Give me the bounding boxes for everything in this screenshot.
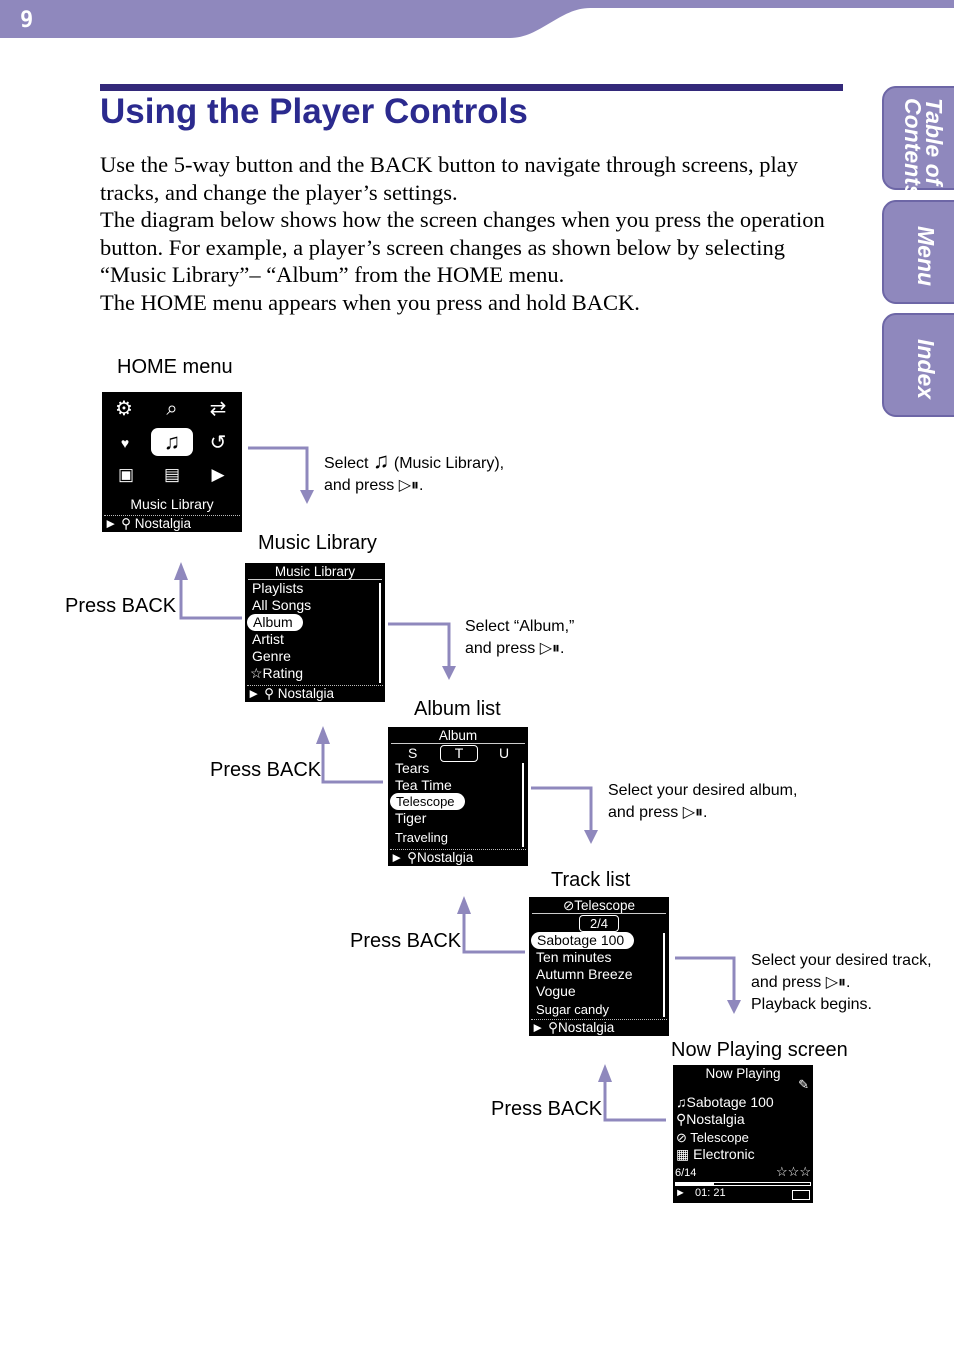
np-genre: ▦ Electronic <box>676 1146 755 1162</box>
search-icon: ⌕ <box>166 398 178 420</box>
progress-bar[interactable] <box>675 1182 811 1186</box>
list-item[interactable]: Vogue <box>536 983 576 999</box>
now-playing-label: Now Playing screen <box>671 1039 848 1061</box>
step-1-library: (Music Library), <box>393 455 505 472</box>
list-item[interactable]: All Songs <box>252 597 312 613</box>
step-4-select: Select your desired track, <box>751 952 932 969</box>
step-1-press: and press ▷⏸. <box>324 477 424 494</box>
battery-icon <box>792 1190 810 1200</box>
np-track: ♫Sabotage 100 <box>676 1094 774 1110</box>
list-item[interactable]: Traveling <box>395 830 448 845</box>
now-playing-screen <box>673 1065 813 1203</box>
progress-fill <box>676 1183 714 1185</box>
album-list-label: Album list <box>414 698 501 720</box>
music-library-label: Music Library <box>258 532 377 554</box>
intro-paragraph-1: Use the 5-way button and the BACK button to navigate through screens, play tracks, and change the player’s settings. <box>100 152 798 205</box>
letter-prev: S <box>408 745 418 761</box>
np-album: ⊘ Telescope <box>676 1130 749 1145</box>
track-header: ⊘Telescope <box>532 898 666 914</box>
step-2-text <box>465 616 574 660</box>
step-4-text <box>751 950 932 1016</box>
tab-menu-label: Menu <box>913 226 939 287</box>
list-item[interactable]: Autumn Breeze <box>536 966 633 982</box>
settings-icon: ⚙ <box>115 398 133 420</box>
step-2-press: and press ▷⏸. <box>465 640 565 657</box>
toolbox-icon: ▣ <box>117 465 135 484</box>
album-header: Album <box>391 728 525 744</box>
press-back-label-4: Press BACK <box>491 1098 603 1120</box>
page-number: 9 <box>20 8 34 33</box>
press-back-label-3: Press BACK <box>350 930 462 952</box>
music-library-header: Music Library <box>248 564 382 580</box>
intro-paragraph-3: The HOME menu appears when you press and hold BACK. <box>100 289 640 315</box>
list-item[interactable]: Ten minutes <box>536 949 612 965</box>
tab-toc-label: Table of Contents <box>900 98 947 198</box>
step-3-text <box>608 780 797 824</box>
step-1-select: Select <box>324 455 369 472</box>
step-3-press: and press ▷⏸. <box>608 804 708 821</box>
intro-paragraph-2: The diagram below shows how the screen changes when you press the operation button. For example, a player’s screen changes as shown below by selecting “Music Library”– “Album” from the HOME menu. <box>100 207 825 287</box>
video-icon: ▶ <box>211 465 225 484</box>
music-library-screen <box>245 563 385 702</box>
document-icon: ▤ <box>163 465 181 484</box>
list-item[interactable]: Sugar candy <box>536 1002 609 1017</box>
press-back-label-2: Press BACK <box>210 759 322 781</box>
list-item-selected[interactable]: Album <box>247 614 303 631</box>
home-footer: ► ⚲ Nostalgia <box>104 515 240 531</box>
home-screen <box>102 392 242 532</box>
top100-icon: ♥ <box>120 435 130 451</box>
press-back-label-1: Press BACK <box>65 595 177 617</box>
scrollbar <box>522 763 524 847</box>
list-item-selected[interactable]: Sabotage 100 <box>531 932 634 949</box>
track-footer: ► ⚲Nostalgia <box>531 1019 667 1035</box>
history-icon: ↺ <box>209 432 227 454</box>
page-title: Using the Player Controls <box>100 92 528 131</box>
letter-next: U <box>499 745 510 761</box>
list-item[interactable]: Genre <box>252 648 291 664</box>
rating-stars: ☆☆☆ <box>776 1164 811 1179</box>
page-indicator: 2/4 <box>579 915 619 932</box>
list-item[interactable]: Artist <box>252 631 284 647</box>
list-item[interactable]: ☆Rating <box>250 665 304 681</box>
album-screen <box>388 727 528 866</box>
track-count: 6/14 <box>675 1167 697 1179</box>
now-playing-header: Now Playing <box>705 1066 781 1081</box>
track-screen <box>529 897 669 1036</box>
home-menu-label: HOME menu <box>117 356 233 378</box>
shuffle-icon: ⇄ <box>209 398 227 420</box>
list-item-selected[interactable]: Telescope <box>390 793 465 810</box>
list-item[interactable]: Tea Time <box>395 777 452 793</box>
list-item[interactable]: Tears <box>395 760 430 776</box>
tab-index-label: Index <box>913 339 939 400</box>
list-item[interactable]: Playlists <box>252 580 304 596</box>
elapsed-time: ► 01: 21 <box>675 1187 726 1199</box>
track-list-label: Track list <box>551 869 631 891</box>
list-item[interactable]: Tiger <box>395 810 427 826</box>
letter-current[interactable]: T <box>440 745 478 762</box>
scrollbar <box>379 583 381 683</box>
step-1-text <box>324 450 504 497</box>
step-2-select: Select “Album,” <box>465 618 575 635</box>
music-note-icon: ♫ <box>372 448 390 473</box>
np-artist: ⚲Nostalgia <box>676 1111 745 1127</box>
album-footer: ► ⚲Nostalgia <box>390 849 526 865</box>
music-note-icon: ♫ <box>151 428 193 456</box>
step-4-playback: Playback begins. <box>751 996 872 1013</box>
step-4-press: and press ▷⏸. <box>751 974 851 991</box>
step-3-select: Select your desired album, <box>608 782 798 799</box>
music-library-footer: ► ⚲ Nostalgia <box>247 685 383 701</box>
wand-icon: ✎ <box>798 1077 809 1092</box>
scrollbar <box>663 933 665 1017</box>
home-caption: Music Library <box>130 496 214 512</box>
